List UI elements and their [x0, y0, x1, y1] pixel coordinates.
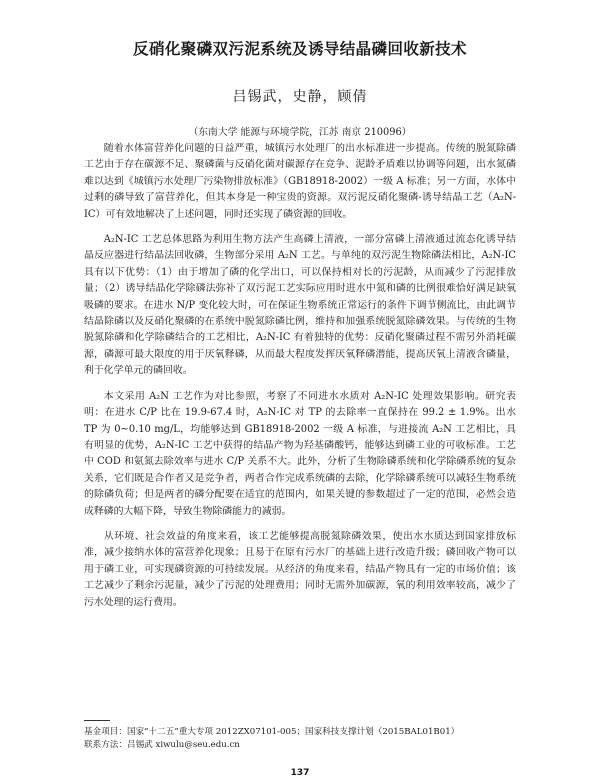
paragraph: 从环境、社会效益的角度来看，该工艺能够提高脱氮除磷效果，使出水水质达到国家排放标准，减少接纳水体的富营养化现象；且易于在原有污水厂的基础上进行改造升级；磷回收产物可以用于磷工业，可实现磷资源的可持续发展。从经济的角度来看，结晶产物具有一定的市场价值；该工艺减少了剩余污泥量，减少了污泥的处理费用；同时无需外加碳源，氧的利用效率较高，减少了污水处理的运行费用。: [84, 530, 516, 608]
affiliation: （东南大学 能源与环境学院，江苏 南京 210096）: [188, 127, 412, 138]
paragraph: 本文采用 A₂N 工艺作为对比参照，考察了不同进水水质对 A₂N-IC 处理效果影响。研究表明：在进水 C/P 比在 19.9-67.4 时，A₂N-IC 对 TP 的去除率一直保持在 99.2 ± 1.9%。出水 TP 为 0~0.10 mg/L，均能够达到 GB18918-2002 一级 A 标准，与进接流 A₂N 工艺相比，具有明显的优势，A₂N-IC 工艺中获得的结晶产物为羟基磷酸钙，能够达到磷工业的可收标准。工艺中 COD 和氨氮去除效率与进水 C/P 关系不大。此外，分析了生物除磷系统和化学除磷系统的复杂关系，它们既是合作者又是竞争者，两者合作完成系统磷的去除，化学除磷系统可以减轻生物系统的除磷负荷；但是两者的磷分配要在适宜的范围内，如果关键的参数超过了一定的范围，必然会造成释磷的大幅下降，导致生物除磷能力的减弱。: [84, 390, 516, 517]
footnote-divider: [84, 720, 110, 721]
paragraph: 随着水体富营养化问题的日益严重，城镇污水处理厂的出水标准进一步提高。传统的脱氮除磷工艺由于存在碳源不足、聚磷菌与反硝化菌对碳源存在竞争、泥龄矛盾难以协调等问题，出水氮磷难以达到《城镇污水处理厂污染物排放标准》（GB18918-2002）一级 A 标准；另一方面，水体中过剩的磷导致了富营养化，但其本身是一种宝贵的资源。双污泥反硝化聚磷-诱导结晶工艺（A₂N-IC）可有效地解决了上述问题，同时还实现了磷资源的回收。: [84, 143, 516, 220]
paper-title: 反硝化聚磷双污泥系统及诱导结晶磷回收新技术: [133, 40, 467, 58]
page-number: 137: [290, 768, 310, 778]
author-list: 吕锡武，史静，顾倩: [232, 89, 368, 105]
abstract-body: [84, 141, 516, 611]
funding-footnote: 基金项目：国家“十二五”重大专项 2012ZX07101-005；国家科技支撑计划（2015BAL01B01）: [84, 727, 460, 737]
paragraph: A₂N-IC 工艺总体思路为利用生物方法产生高磷上清液，一部分富磷上清液通过流态化诱导结晶反应器进行结晶法回收磷，生物部分采用 A₂N 工艺。与单纯的双污泥生物除磷法相比，A₂N-IC 具有以下优势：（1）由于增加了磷的化学出口，可以保持相对长的污泥龄，从而减少了污泥排放量；（2）诱导结晶化学除磷法弥补了双污泥工艺实际应用时进水中氮和磷的比例很难恰好满足缺氧吸磷的要求。在进水 N/P 变化较大时，可在保证生物系统正常运行的条件下调节侧流比，由此调节结晶除磷以及反硝化聚磷的在系统中脱氮除磷比例，维持和加强系统脱氮除磷效果。与传统的生物脱氮除磷和化学除磷结合的工艺相比，A₂N-IC 有着独特的优势：反硝化聚磷过程不需另外消耗碳源，磷源可最大限度的用于厌氧释磷，从而最大程度发挥厌氧释磷潜能，提高厌氧上清液含磷量，利于化学单元的磷回收。: [84, 234, 516, 377]
contact-footnote: 联系方法：吕锡武 xiwulu@seu.edu.cn: [84, 740, 240, 750]
